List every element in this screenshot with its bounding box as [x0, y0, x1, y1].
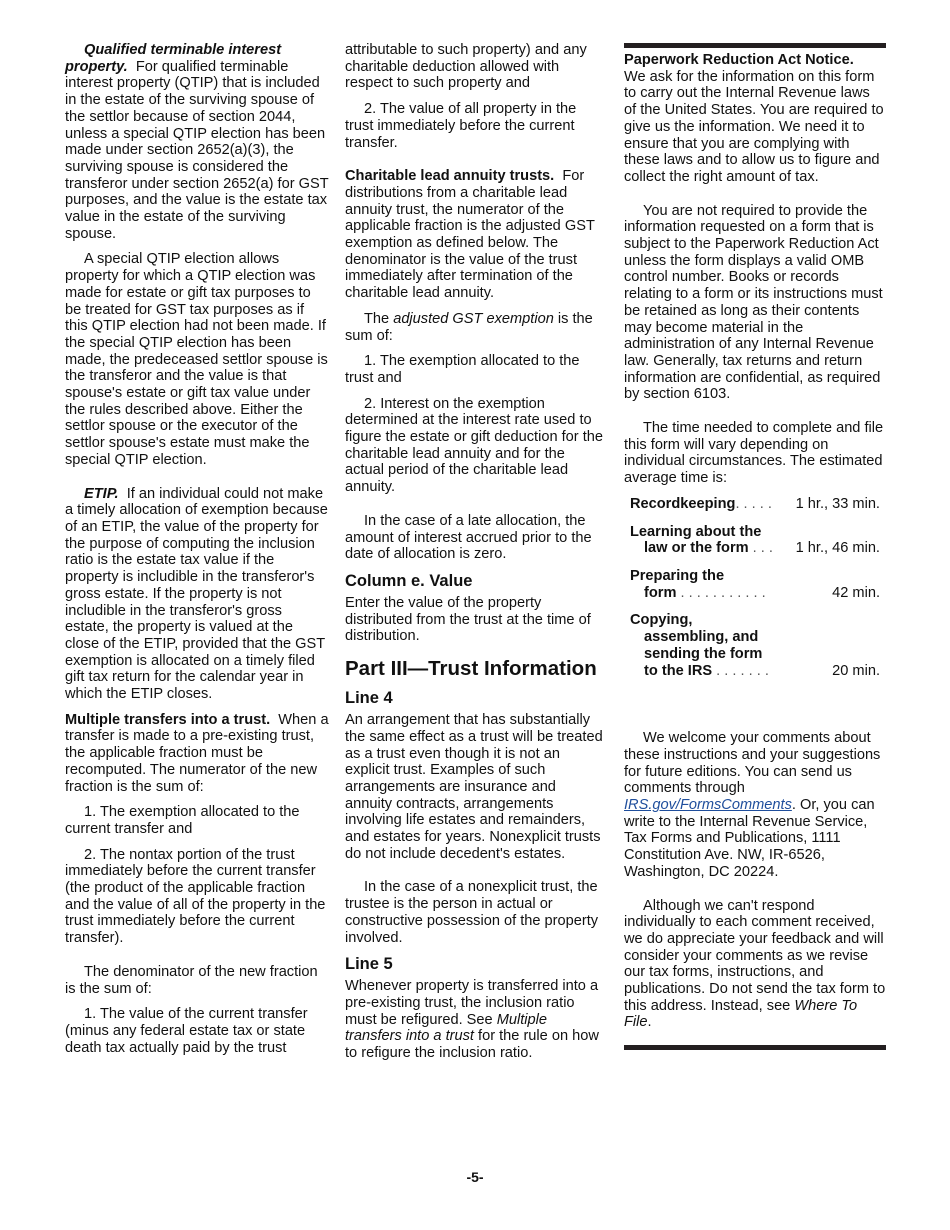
denominator-item-1-continued: attributable to such property) and any charitable deduction allowed with respect to such property and [345, 42, 587, 92]
activity-label: Recordkeeping [630, 495, 736, 512]
etip-paragraph [65, 486, 329, 703]
denominator-item-1: 1. The value of the current transfer (minus any federal estate tax or state death tax actually paid by the trust [65, 1006, 308, 1056]
etip-heading: ETIP. [84, 485, 119, 502]
adjusted-item-2: 2. Interest on the exemption determined at the interest rate used to figure the estate or gift deduction for the charitable lead annuity and for the actual period of the charitable lead annuity. [345, 395, 603, 496]
comments-paragraph [624, 730, 886, 880]
activity-label-text: law or the form [644, 540, 749, 557]
clat-paragraph [345, 168, 607, 302]
time-value: 1 hr., 46 min. [795, 540, 880, 557]
multiple-transfers-heading: Multiple transfers into a trust. [65, 711, 271, 728]
clat-heading: Charitable lead annuity trusts. [345, 168, 555, 185]
line-5-heading: Line 5 [345, 955, 393, 974]
time-value: 20 min. [832, 662, 880, 679]
line-4-text: An arrangement that has substantially the same effect as a trust will be treated as a trust even though it is not an explicit trust. Examples of such arrangements are insurance and annuity contracts, arrangements involving life estates and remainders, and estates for years. Nonexplicit trusts do not include decedent's estates. [345, 712, 603, 862]
time-row-learning [624, 524, 886, 568]
time-row-copying [624, 612, 886, 690]
numerator-item-1: 1. The exemption allocated to the current transfer and [65, 804, 300, 837]
time-estimate-table [624, 496, 886, 690]
comments-pre: We welcome your comments about these instructions and your suggestions for future editions. You can send us comments through [624, 730, 881, 797]
activity-label: Preparing the [630, 567, 725, 584]
multiple-transfers-paragraph [65, 712, 329, 796]
adjusted-pre: The [364, 310, 394, 327]
time-needed-paragraph: The time needed to complete and file this form will vary depending on individual circumstances. The estimated average time is: [624, 420, 884, 487]
activity-label-line-2 [630, 540, 785, 557]
line-4-text-2: In the case of a nonexplicit trust, the trustee is the person in actual or constructive possession of the property involved. [345, 879, 599, 946]
column-e-text: Enter the value of the property distributed from the trust at the time of distribution. [345, 594, 591, 645]
where-to-file-reference: Where To File [624, 997, 858, 1031]
omb-paragraph: You are not required to provide the information requested on a form that is subject to the Paperwork Reduction Act unless the form displays a valid OMB control number. Books or records relating to a form or its instructions must be retained as long as their contents may become material in the administration of any Internal Revenue law. Generally, tax returns and return information are confidential, as required by section 6103. [624, 202, 883, 403]
line-5-pre: Whenever property is transferred into a pre-existing trust, the inclusion ratio must be refigured. See [345, 978, 599, 1028]
qtip-text: For qualified terminable interest property (QTIP) that is included in the estate of the surviving spouse of the settlor because of section 2044, unless a special QTIP election has been made under section 2652(a)(3), the surviving spouse is considered the transferor under section 2652(a) for GST purposes, and the value is the estate tax value in the estate of the surviving spouse. [65, 58, 329, 242]
activity-label-text: form [644, 584, 677, 601]
column-2 [345, 42, 607, 1071]
activity-label: Learning about the [630, 523, 762, 540]
qtip-heading: Qualified terminable interest property. [65, 42, 282, 75]
denominator-item-2: 2. The value of all property in the trust immediately before the current transfer. [345, 101, 577, 151]
activity-label-text: to the IRS [644, 662, 713, 679]
time-row-recordkeeping [624, 496, 886, 524]
page-number: -5- [466, 1169, 484, 1185]
respond-post: . [647, 1014, 652, 1031]
numerator-item-2: 2. The nontax portion of the trust immediately before the current transfer (the product of the applicable fraction and the value of all of the property in the trust immediately before the current transfer). [65, 846, 326, 947]
time-value: 1 hr., 33 min. [795, 495, 880, 512]
late-allocation-paragraph: In the case of a late allocation, the amount of interest accrued prior to the date of allocation is zero. [345, 512, 592, 563]
line-5-post: for the rule on how to refigure the inclusion ratio. [345, 1028, 599, 1062]
clat-text: For distributions from a charitable lead annuity trust, the numerator of the applicable fraction is the adjusted GST exemption as defined below. The denominator is the value of the trust immediately after termination of the charitable lead annuity. [345, 168, 595, 302]
paperwork-notice-text: We ask for the information on this form to carry out the Internal Revenue laws of the United States. You are required to give us the information. We need it to ensure that you are complying with these laws and to allow us to figure and collect the right amount of tax. [624, 68, 884, 185]
column-e-heading: Column e. Value [345, 571, 473, 590]
activity-label-line-3: sending the form [644, 645, 763, 662]
qtip-paragraph [65, 42, 329, 242]
activity-label-line-2 [630, 585, 785, 602]
multiple-transfers-text: When a transfer is made to a pre-existing trust, the applicable fraction must be recomputed. The numerator of the new fraction is the sum of: [65, 711, 329, 795]
line-5-reference: Multiple transfers into a trust [345, 1011, 547, 1045]
dot-leader: . . . [752, 540, 773, 557]
comments-post: . Or, you can write to the Internal Revenue Service, Tax Forms and Publications, 1111 Constitution Ave. NW, IR-6526, Washington, DC 20224. [624, 797, 875, 880]
paperwork-notice-heading: Paperwork Reduction Act Notice. [624, 52, 854, 68]
respond-paragraph [624, 898, 886, 1032]
special-qtip-paragraph: A special QTIP election allows property for which a QTIP election was made for estate or gift tax purposes to be treated for GST tax purposes as if this QTIP election had not been made. If the special QTIP election has been made, the predeceased settlor spouse is the transferor and the value is that spouse's estate or gift tax value under the rules described above. Either the settlor spouse or the executor of the settlor spouse's estate must make the special QTIP election. [65, 251, 328, 468]
adjusted-post: is the sum of: [345, 310, 593, 344]
dot-leader: . . . . . [735, 495, 772, 512]
part-3-heading: Part III—Trust Information [345, 657, 597, 681]
time-row-preparing [624, 568, 886, 612]
activity-label-line-4 [630, 663, 785, 680]
line-4-heading: Line 4 [345, 689, 393, 708]
activity-cell [624, 496, 785, 524]
activity-cell [624, 568, 785, 612]
paperwork-notice-paragraph [624, 52, 886, 186]
dot-leader: . . . . . . . [716, 662, 769, 679]
dot-leader: . . . . . . . . . . . [680, 584, 766, 601]
forms-comments-link[interactable]: IRS.gov/FormsComments [624, 797, 792, 814]
activity-label: Copying, [630, 612, 693, 629]
activity-cell [624, 612, 785, 690]
adjusted-term: adjusted GST exemption [393, 310, 554, 327]
adjusted-exemption-paragraph [345, 311, 607, 344]
activity-label-line-2: assembling, and [644, 629, 759, 646]
bottom-rule [624, 1045, 886, 1050]
adjusted-item-1: 1. The exemption allocated to the trust and [345, 353, 580, 386]
top-rule [624, 43, 886, 48]
column-3 [624, 42, 886, 1050]
column-1 [65, 42, 329, 1065]
line-5-text [345, 978, 607, 1062]
activity-cell [624, 524, 785, 568]
respond-pre: Although we can't respond individually to each comment received, we do appreciate your feedback and will consider your comments as we revise our tax forms, instructions, and publications. Do not send the tax form to this address. Instead, see [624, 897, 886, 1014]
time-value: 42 min. [832, 584, 880, 601]
etip-text: If an individual could not make a timely allocation of exemption because of an ETIP, the value of the property for the purpose of computing the inclusion ratio is the estate tax value if the property is includible in the transferor's gross estate. If the property is not includible in the transferor's gross estate, the property is valued at the close of the ETIP, provided that the GST exemption is allocated on a timely filed gift tax return for the calendar year in which the ETIP closes. [65, 485, 328, 703]
denominator-intro: The denominator of the new fraction is the sum of: [65, 963, 318, 997]
